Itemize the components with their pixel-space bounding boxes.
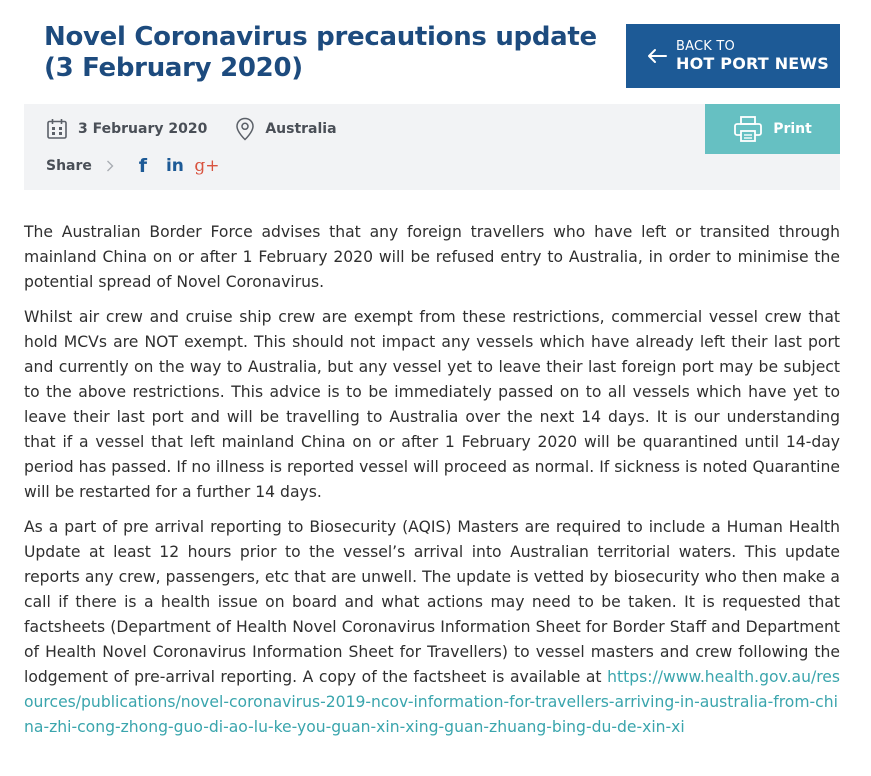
paragraph-2: Whilst air crew and cruise ship crew are exempt from these restrictions, commercial vessel crew that hold MCVs are NOT exempt. This should not impact any vessels which have already left their last port and currently on the way to Australia, but any vessel yet to leave their last foreign port may be subject to the above restrictions. This advice is to be immediately passed on to all vessels which have yet to leave their last port and will be travelling to Australia over the next 14 days. It is our understanding that if a vessel that left mainland China on or after 1 February 2020 will be quarantined until 14-day period has passed. If no illness is reported vessel will proceed as normal. If sickness is noted Quarantine will be restarted for a further 14 days. bbox=[24, 308, 840, 501]
article-date: 3 February 2020 bbox=[78, 121, 208, 137]
back-button-line1: BACK TO bbox=[676, 38, 735, 54]
facebook-share-icon[interactable]: f bbox=[138, 155, 148, 177]
print-label: Print bbox=[773, 121, 812, 137]
paragraph-1: The Australian Border Force advises that any foreign travellers who have left or transited through mainland China on or after 1 February 2020 will be refused entry to Australia, in order to minimise the potential spread of Novel Coronavirus. bbox=[24, 223, 840, 291]
arrow-left-icon bbox=[646, 48, 668, 64]
printer-icon bbox=[733, 115, 763, 143]
chevron-right-icon bbox=[106, 160, 114, 172]
map-pin-icon bbox=[235, 117, 255, 141]
factsheet-link[interactable]: https://www.health.gov.au/resources/publications/novel-coronavirus-2019-ncov-information-for-travellers-arriving-in-australia-from-china-zhi-cong-zhong-guo-di-ao-lu-ke-you-guan-xin-xing-guan-zhuang-bing-du-de-xin-xi bbox=[24, 668, 840, 736]
linkedin-share-icon[interactable]: in bbox=[165, 156, 184, 176]
article-body bbox=[24, 220, 840, 750]
article-location bbox=[235, 117, 336, 141]
page-title: Novel Coronavirus precautions update (3 February 2020) bbox=[44, 22, 597, 83]
back-button-text bbox=[676, 39, 829, 74]
calendar-icon bbox=[46, 118, 68, 140]
googleplus-share-icon[interactable]: g+ bbox=[194, 156, 220, 176]
share-row bbox=[46, 154, 228, 178]
meta-row bbox=[46, 116, 337, 142]
back-button-line2: HOT PORT NEWS bbox=[676, 53, 829, 73]
article-meta-bar bbox=[24, 104, 840, 190]
paragraph-3 bbox=[24, 515, 840, 740]
location-text: Australia bbox=[265, 121, 337, 137]
print-button[interactable] bbox=[705, 104, 840, 154]
paragraph-3-text: As a part of pre arrival reporting to Biosecurity (AQIS) Masters are required to include a Human Health Update at least 12 hours prior to the vessel’s arrival into Australian territorial waters. This update reports any crew, passengers, etc that are unwell. The update is vetted by biosecurity who then make a call if there is a health issue on board and what actions may need to be taken. It is requested that factsheets (Department of Health Novel Coronavirus Information Sheet for Border Staff and Department of Health Novel Coronavirus Information Sheet for Travellers) to vessel masters and crew following the lodgement of pre-arrival reporting. A copy of the factsheet is available at bbox=[24, 518, 840, 686]
back-to-hot-port-news-button[interactable] bbox=[626, 24, 840, 88]
share-label: Share bbox=[46, 158, 92, 174]
